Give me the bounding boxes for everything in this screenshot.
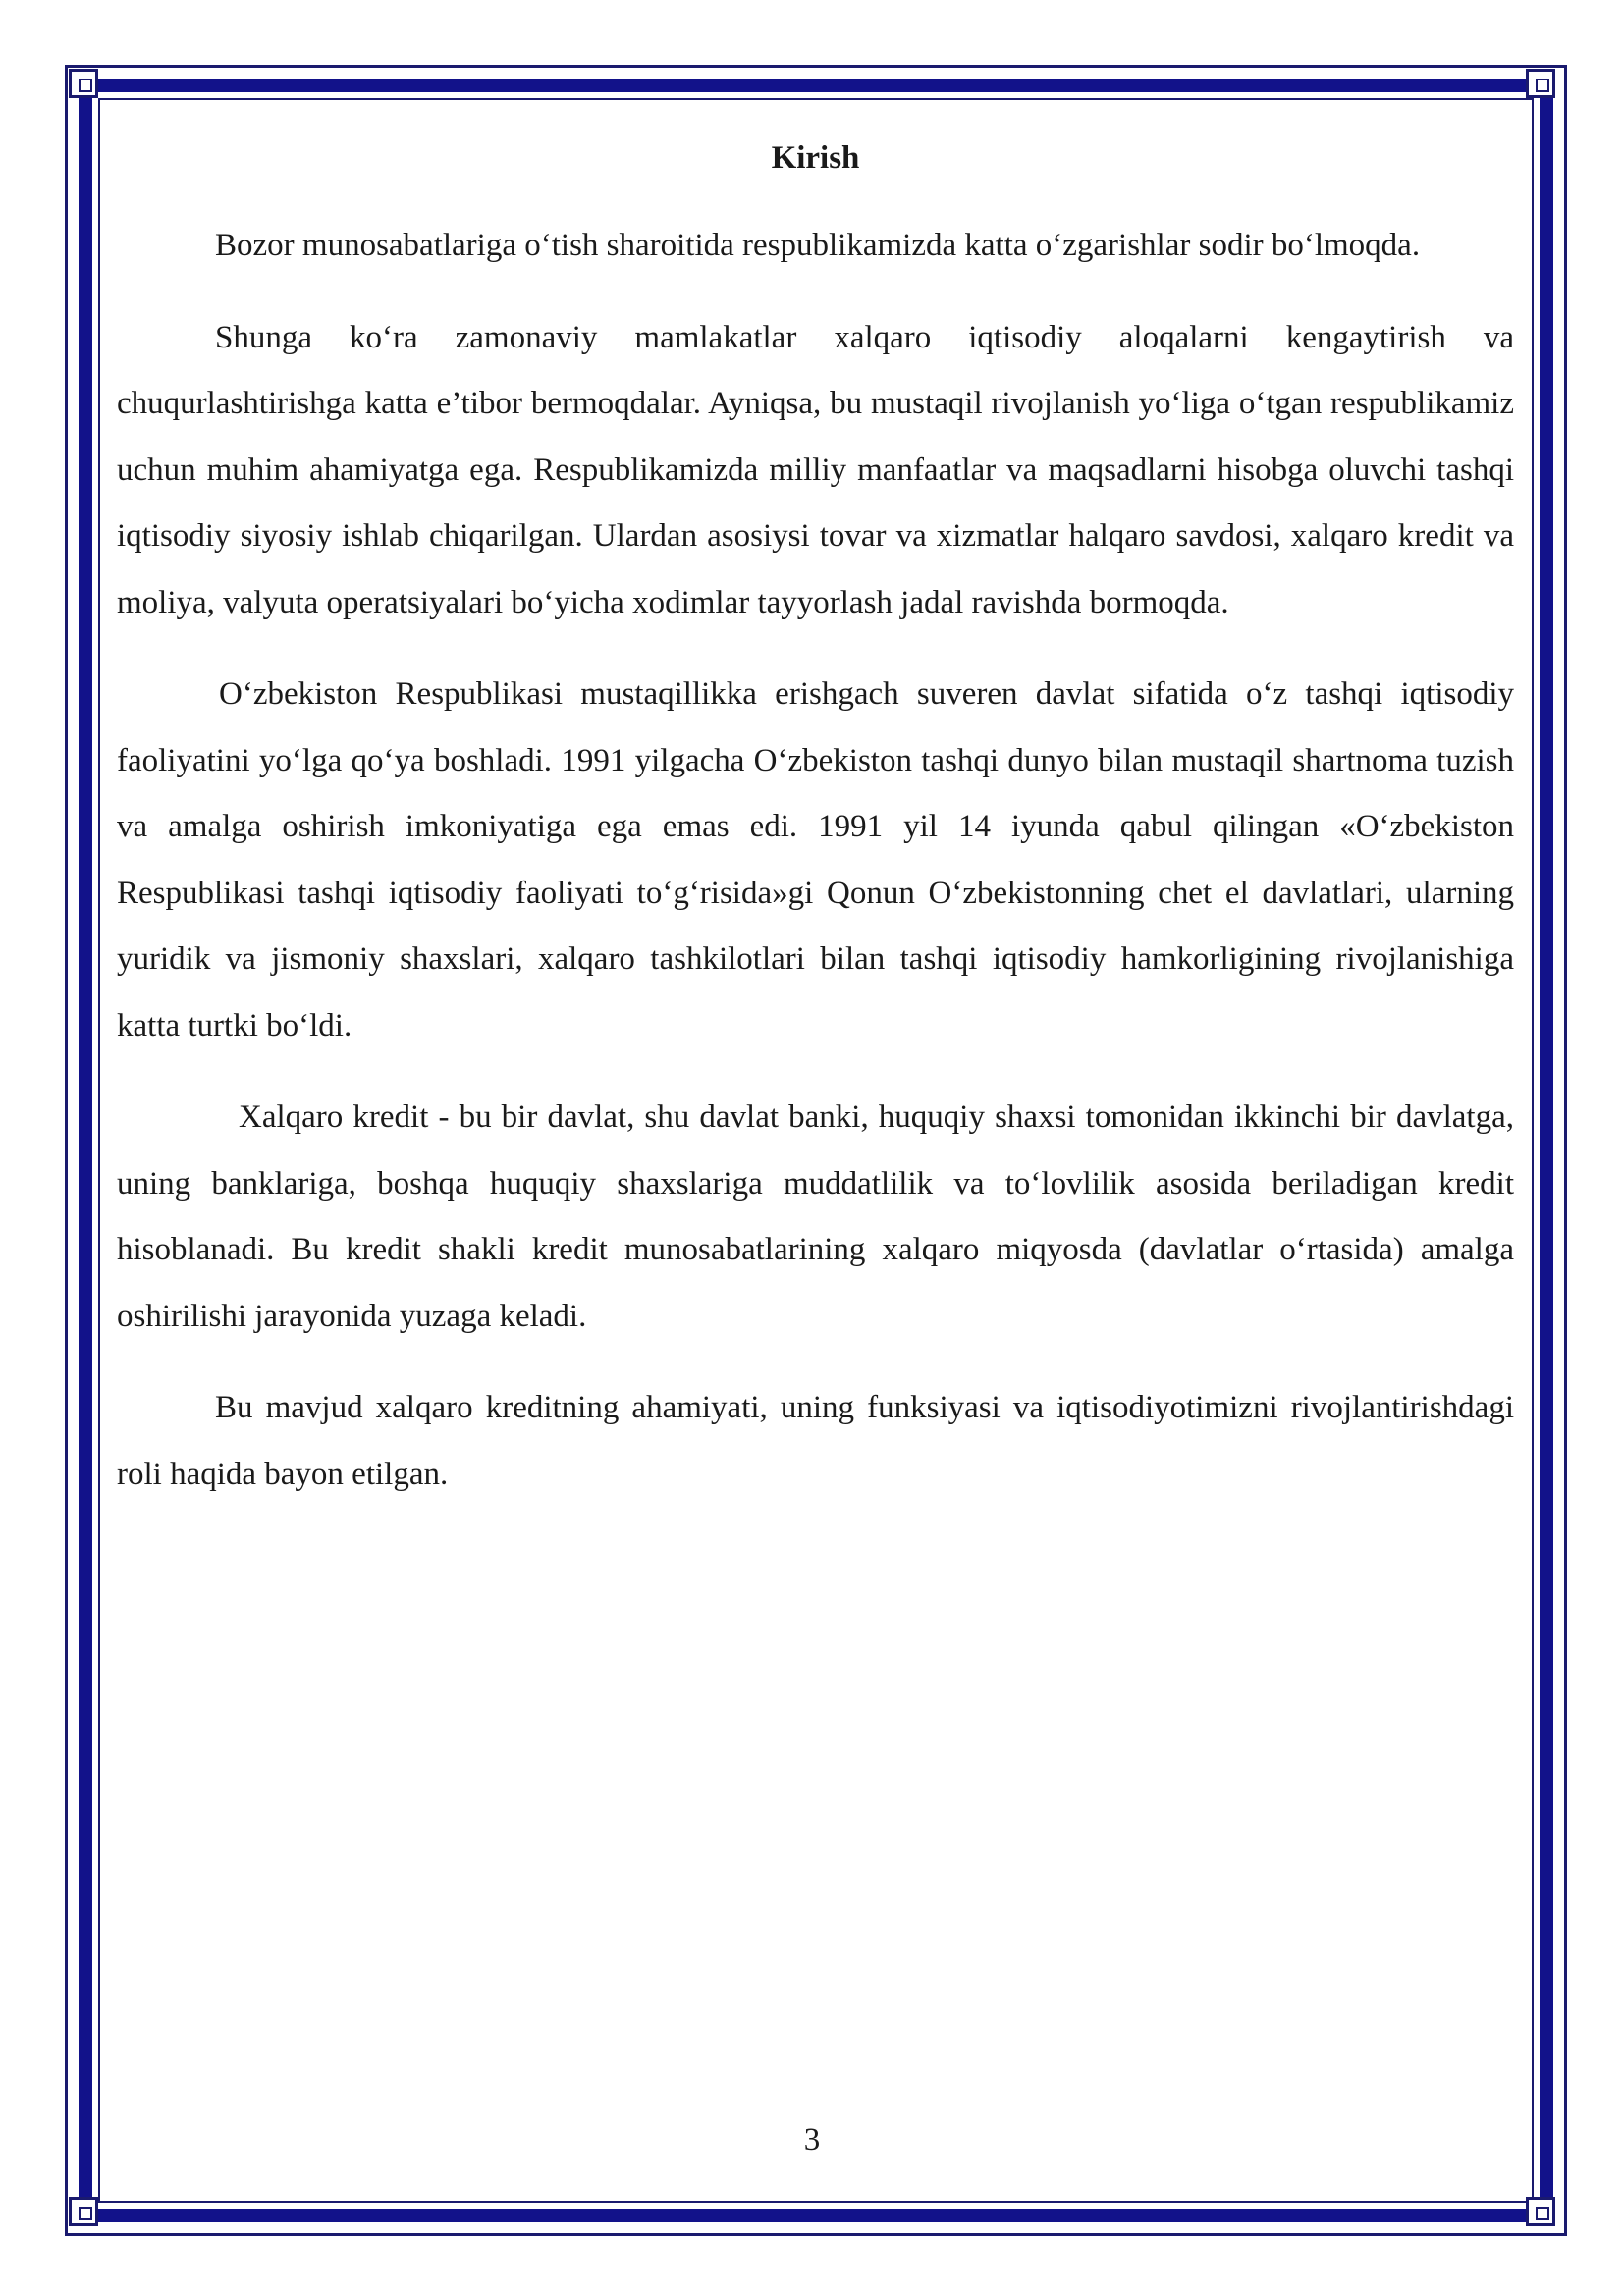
page-number: 3 [803,2122,821,2158]
paragraph-2: Shunga ko‘ra zamonaviy mamlakatlar xalqaro iqtisodiy aloqalarni kengaytirish va chuqurlashtirishga katta e’tibor bermoqdalar. Ayniqsa, bu mustaqil rivojlanish yo‘liga o‘tgan respublikamiz uchun muhim ahamiyatga ega. Respublikamizda milliy manfaatlar va maqsadlarni hisobga oluvchi tashqi iqtisodiy siyosiy ishlab chiqarilgan. Ulardan asosiysi tovar va xizmatlar halqaro savdosi, xalqaro kredit va moliya, valyuta operatsiyalari bo‘yicha xodimlar tayyorlash jadal ravishda bormoqda. [117,319,1514,620]
paragraph-1: Bozor munosabatlariga o‘tish sharoitida respublikamizda katta o‘zgarishlar sodir bo‘lmoqda. [215,228,1421,263]
frame-corner-ornament [1526,69,1555,98]
paragraph-3: O‘zbekiston Respublikasi mustaqillikka erishgach suveren davlat sifatida o‘z tashqi iqtisodiy faoliyatini yo‘lga qo‘ya boshladi. 1991 yilgacha O‘zbekiston tashqi dunyo bilan mustaqil shartnoma tuzish va amalga oshirish imkoniyatiga ega emas edi. 1991 yil 14 iyunda qabul qilingan «O‘zbekiston Respublikasi tashqi iqtisodiy faoliyati to‘g‘risida»gi Qonun O‘zbekistonning chet el davlatlari, ularning yuridik va jismoniy shaxslari, xalqaro tashkilotlari bilan tashqi iqtisodiy hamkorligining rivojlanishiga katta turtki bo‘ldi. [117,676,1514,1043]
frame-corner-ornament [69,69,98,98]
frame-corner-ornament [69,2197,98,2226]
document-title: Kirish [771,140,860,176]
paragraph-4: Xalqaro kredit - bu bir davlat, shu davlat banki, huquqiy shaxsi tomonidan ikkinchi bir davlatga, uning banklariga, boshqa huquqiy shaxslariga muddatlilik va to‘lovlilik asosida beriladigan kredit hisoblanadi. Bu kredit shakli kredit munosabatlarining xalqaro miqyosda (davlatlar o‘rtasida) amalga oshirilishi jarayonida yuzaga keladi. [117,1099,1514,1334]
frame-corner-ornament [1526,2197,1555,2226]
document-body [117,133,1514,1533]
paragraph-5: Bu mavjud xalqaro kreditning ahamiyati, uning funksiyasi va iqtisodiyotimizni rivojlantirishdagi roli haqida bayon etilgan. [117,1390,1514,1492]
